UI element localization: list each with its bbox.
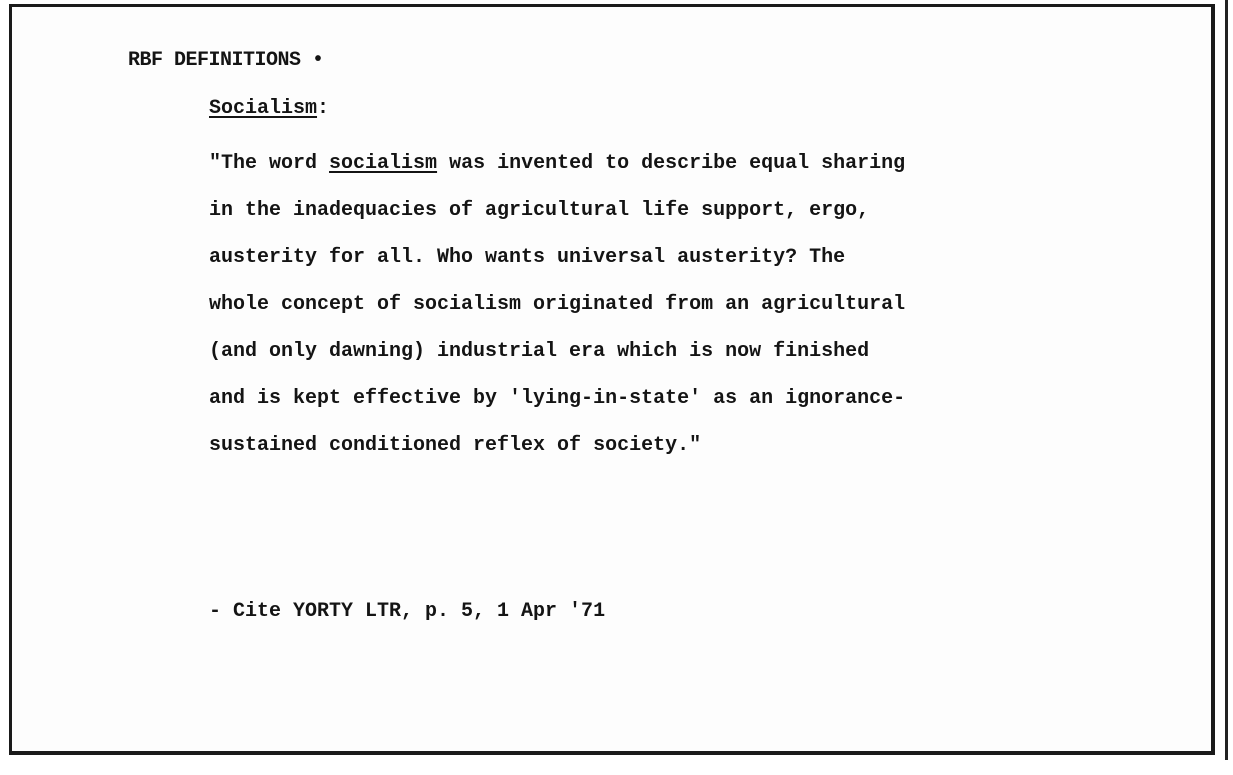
definition-term: Socialism xyxy=(209,97,318,120)
quote-line xyxy=(209,140,1069,187)
quote-line-1-prefix: "The word xyxy=(209,152,330,175)
quote-line-3: austerity for all. Who wants universal austerity? The xyxy=(209,246,846,269)
quote-line-2: in the inadequacies of agricultural life support, ergo, xyxy=(209,199,870,222)
citation: - Cite YORTY LTR, p. 5, 1 Apr '71 xyxy=(209,600,606,623)
card-edge-shadow xyxy=(1225,0,1228,760)
quote-line-7: sustained conditioned reflex of society." xyxy=(209,434,702,457)
card-header: RBF DEFINITIONS • xyxy=(128,49,324,72)
definition-quote xyxy=(209,140,1069,469)
quote-line-1-term: socialism xyxy=(329,152,438,175)
definition-term-colon: : xyxy=(317,97,330,120)
quote-line-6: and is kept effective by 'lying-in-state' as an ignorance- xyxy=(209,387,906,410)
quote-line-5: (and only dawning) industrial era which is now finished xyxy=(209,340,870,363)
quote-line-1-suffix: was invented to describe equal sharing xyxy=(437,152,906,175)
quote-line-4: whole concept of socialism originated from an agricultural xyxy=(209,293,906,316)
definition-heading xyxy=(209,94,329,124)
